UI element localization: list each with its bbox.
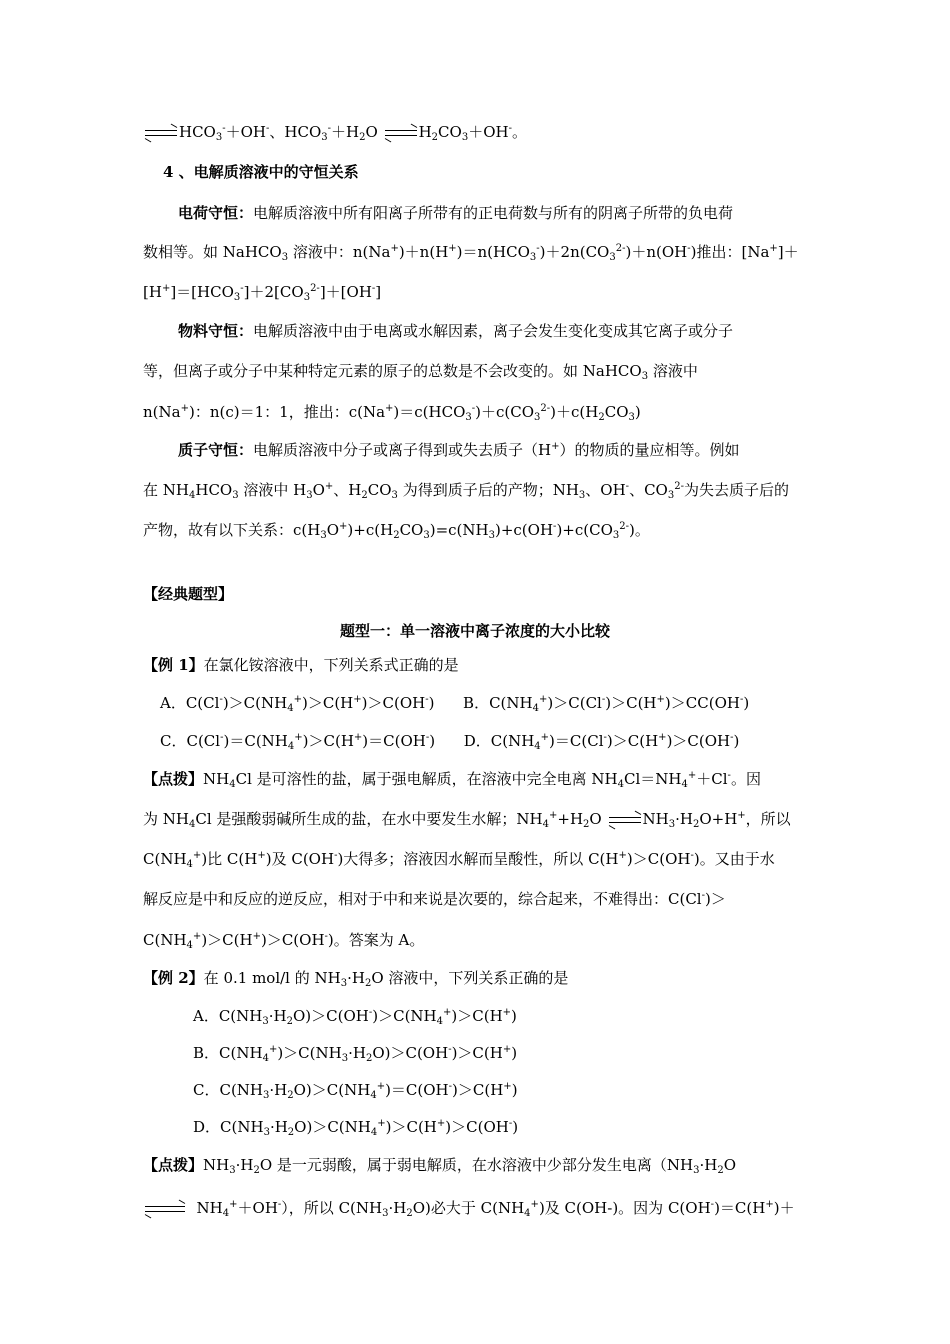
proton-conservation-line-2: 在 $NH_4HCO_3$ 溶液中 $H_3O^+$、$H_2CO_3$ 为得到质子后的产物；$NH_3$、OH-、$CO_3^{2-}$为失去质子后的 [143, 481, 789, 501]
proton-conservation-line-3: 产物，故有以下关系：$c(H_3O^+)+c(H_2CO_3)=c(NH_3)+c(OH^-)+c(CO_3^{2-})$。 [143, 521, 650, 541]
hint-1-line-5: $C(NH_4^+)>C(H^+)>C(OH^-)$。答案为 A。 [143, 931, 425, 951]
charge-conservation-line-1: 电荷守恒：电解质溶液中所有阳离子所带有的正电荷数与所有的阴离子所带的负电荷 [178, 204, 734, 222]
reversible-arrow-icon [145, 128, 177, 138]
reversible-arrow-icon [609, 815, 641, 825]
hint-1-line-4: 解反应是中和反应的逆反应，相对于中和来说是次要的，综合起来，不难得出：C(Cl-)＞ [143, 890, 726, 908]
example-1-options-cd: C．$C(Cl^-)=C(NH_4^+)>C(H^+)=C(OH^-)$ D．$C(NH_4^+)=C(Cl^-)>C(H^+)>C(OH^-)$ [160, 732, 740, 752]
hydrolysis-equation-line: $HCO_3^-+OH^-$、$HCO_3^-+H_2O$ $H_2CO_3+OH^-$。 [143, 122, 810, 142]
classic-types-header: 【经典题型】 [143, 585, 234, 603]
example-2-question: 【例 2】在 0.1 mol/l 的 $NH_3\cdot H_2O$ 溶液中，下列关系正确的是 [143, 969, 569, 989]
example-2-option-c: C．$C(NH_3\cdot H_2O)>C(NH_4^+)=C(OH^-)>C(H^+)$ [193, 1081, 518, 1101]
hint-1-line-3: $C(NH_4^+)$比 C(H+)及 C(OH-)大得多；溶液因水解而呈酸性，所以 C(H+)＞C(OH-)。又由于水 [143, 850, 775, 870]
material-conservation-line-3: n(Na+)：n(c)＝1：1，推出：$c(Na^+)=c(HCO_3^-)+c(CO_3^{2-})+c(H_2CO_3)$ [143, 403, 641, 423]
example-2-option-b: B．$C(NH_4^+)>C(NH_3\cdot H_2O)>C(OH^-)>C(H^+)$ [193, 1044, 518, 1064]
charge-conservation-line-3: $[H^+]=[HCO_3^-]+2[CO_3^{2-}]+[OH^-]$ [143, 283, 382, 303]
reversible-arrow-icon [385, 128, 417, 138]
hint-1-line-2: 为 $NH_4Cl$ 是强酸弱碱所生成的盐，在水中要发生水解；$NH_4^++H_2O$ $NH_3\cdot H_2O+H^+$，所以 [143, 810, 791, 830]
type-1-title: 题型一：单一溶液中离子浓度的大小比较 [339, 622, 610, 640]
reversible-arrow-icon [145, 1204, 185, 1214]
example-2-option-a: A．$C(NH_3\cdot H_2O)>C(OH^-)>C(NH_4^+)>C(H^+)$ [193, 1007, 517, 1027]
material-conservation-line-1: 物料守恒：电解质溶液中由于电离或水解因素，离子会发生变化变成其它离子或分子 [178, 322, 734, 340]
hint-1-line-1: 【点拨】$NH_4Cl$ 是可溶性的盐，属于强电解质，在溶液中完全电离 $NH_4Cl=NH_4^++Cl^-$。因 [143, 770, 761, 790]
charge-conservation-line-2: 数相等。如 NaHCO$_3$ 溶液中：$n(Na^+)+n(H^+)=n(HCO_3^-)+2n(CO_3^{2-})+n(OH^-)$推出：[Na+]＋ [143, 243, 799, 263]
material-conservation-line-2: 等，但离子或分子中某种特定元素的原子的总数是不会改变的。如 NaHCO$_3$ 溶液中 [143, 362, 698, 382]
example-2-option-d: D．$C(NH_3\cdot H_2O)>C(NH_4^+)>C(H^+)>C(OH^-)$ [193, 1118, 519, 1138]
section-4-title: 4 、电解质溶液中的守恒关系 [163, 163, 359, 181]
example-1-question: 【例 1】在氯化铵溶液中，下列关系式正确的是 [143, 656, 459, 674]
hint-2-line-1: 【点拨】$NH_3\cdot H_2O$ 是一元弱酸，属于弱电解质，在水溶液中少部分发生电离（$NH_3\cdot H_2O$ [143, 1156, 737, 1176]
hint-2-line-2: $NH_4^++OH^-$），所以 $C(NH_3\cdot H_2O)$必大于 $C(NH_4^+)$及 C(OH-)。因为 C(OH-)＝C(H+)＋ [143, 1198, 810, 1218]
example-1-options-ab: A．$C(Cl^-)>C(NH_4^+)>C(H^+)>C(OH^-)$ B．$C(NH_4^+)>C(Cl^-)>C(H^+)>CC(OH^-)$ [160, 694, 750, 714]
proton-conservation-line-1: 质子守恒：电解质溶液中分子或离子得到或失去质子（H+）的物质的量应相等。例如 [178, 441, 740, 459]
